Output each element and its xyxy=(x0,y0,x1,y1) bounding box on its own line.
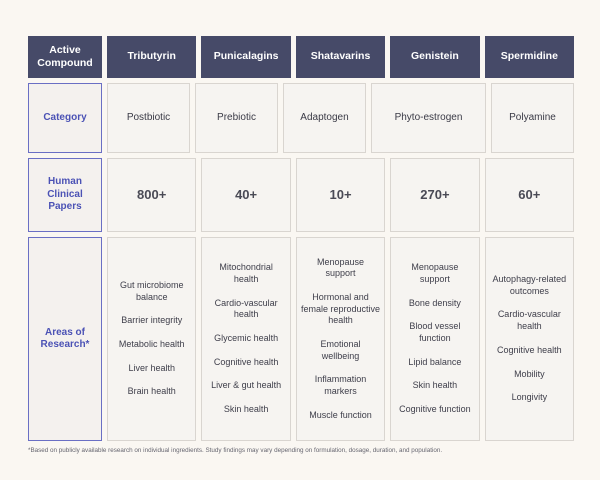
area-item: Menopause support xyxy=(316,256,365,279)
category-label-cell: Category xyxy=(28,83,102,153)
areas-row xyxy=(28,237,574,441)
header-row xyxy=(28,36,574,78)
areas-list xyxy=(297,257,384,422)
category-cell: Prebiotic xyxy=(195,83,278,153)
area-item: Metabolic health xyxy=(118,339,185,349)
area-item: Mobility xyxy=(514,368,545,379)
category-cell: Adaptogen xyxy=(283,83,366,153)
papers-label-cell: Human Clinical Papers xyxy=(28,158,102,232)
header-compound-spermidine: Spermidine xyxy=(485,36,574,78)
area-item: Skin health xyxy=(412,380,458,391)
area-item: Cardio-vascular health xyxy=(214,297,278,320)
category-cell: Phyto-estrogen xyxy=(371,83,486,153)
footnote: *Based on publicly available research on individual ingredients. Study findings may vary depending on formulation, dosage, duration, and population. xyxy=(28,447,443,454)
papers-count-cell: 40+ xyxy=(201,158,290,232)
header-compound-genistein: Genistein xyxy=(390,36,479,78)
area-item: Brain health xyxy=(127,386,176,397)
areas-cell-genistein xyxy=(390,237,479,441)
area-item: Cognitive health xyxy=(213,356,279,367)
area-item: Gut microbiome balance xyxy=(119,279,184,302)
area-item: Longivity xyxy=(511,392,548,403)
area-item: Barrier integrity xyxy=(121,315,183,326)
areas-list xyxy=(391,262,478,416)
area-item: Hormonal and female reproductive health xyxy=(300,291,381,326)
header-compound-punicalagins: Punicalagins xyxy=(201,36,290,78)
papers-count-cell: 270+ xyxy=(390,158,479,232)
areas-cell-spermidine xyxy=(485,237,574,441)
compound-comparison-table xyxy=(28,36,574,441)
category-cell: Polyamine xyxy=(491,83,574,153)
areas-label-cell: Areas of Research* xyxy=(28,237,102,441)
area-item: Emotional wellbeing xyxy=(320,339,361,361)
header-compound-shatavarins: Shatavarins xyxy=(296,36,385,78)
header-compound-tributyrin: Tributyrin xyxy=(107,36,196,78)
area-item: Inflammation markers xyxy=(314,374,367,397)
area-item: Bone density xyxy=(408,297,461,308)
areas-list xyxy=(108,280,195,398)
area-item: Menopause support xyxy=(411,262,459,284)
area-item: Lipid balance xyxy=(408,356,462,367)
category-row xyxy=(28,83,574,153)
area-item: Glycemic health xyxy=(214,333,279,343)
area-item: Cardio-vascular health xyxy=(497,309,561,332)
areas-cell-tributyrin xyxy=(107,237,196,441)
area-item: Cognitive health xyxy=(497,344,562,355)
areas-cell-shatavarins xyxy=(296,237,385,441)
area-item: Liver & gut health xyxy=(211,380,282,391)
area-item: Skin health xyxy=(223,404,269,415)
areas-cell-punicalagins xyxy=(201,237,290,441)
area-item: Liver health xyxy=(128,362,175,373)
areas-list xyxy=(486,274,573,404)
area-item: Muscle function xyxy=(309,409,372,420)
category-cell: Postbiotic xyxy=(107,83,190,153)
papers-row xyxy=(28,158,574,232)
area-item: Autophagy-related outcomes xyxy=(492,274,567,296)
papers-count-cell: 10+ xyxy=(296,158,385,232)
areas-list xyxy=(202,262,289,416)
header-label-cell: Active Compound xyxy=(28,36,102,78)
area-item: Cognitive function xyxy=(399,404,471,415)
area-item: Mitochondrial health xyxy=(219,262,273,284)
area-item: Blood vessel function xyxy=(409,321,461,343)
papers-count-cell: 800+ xyxy=(107,158,196,232)
papers-count-cell: 60+ xyxy=(485,158,574,232)
